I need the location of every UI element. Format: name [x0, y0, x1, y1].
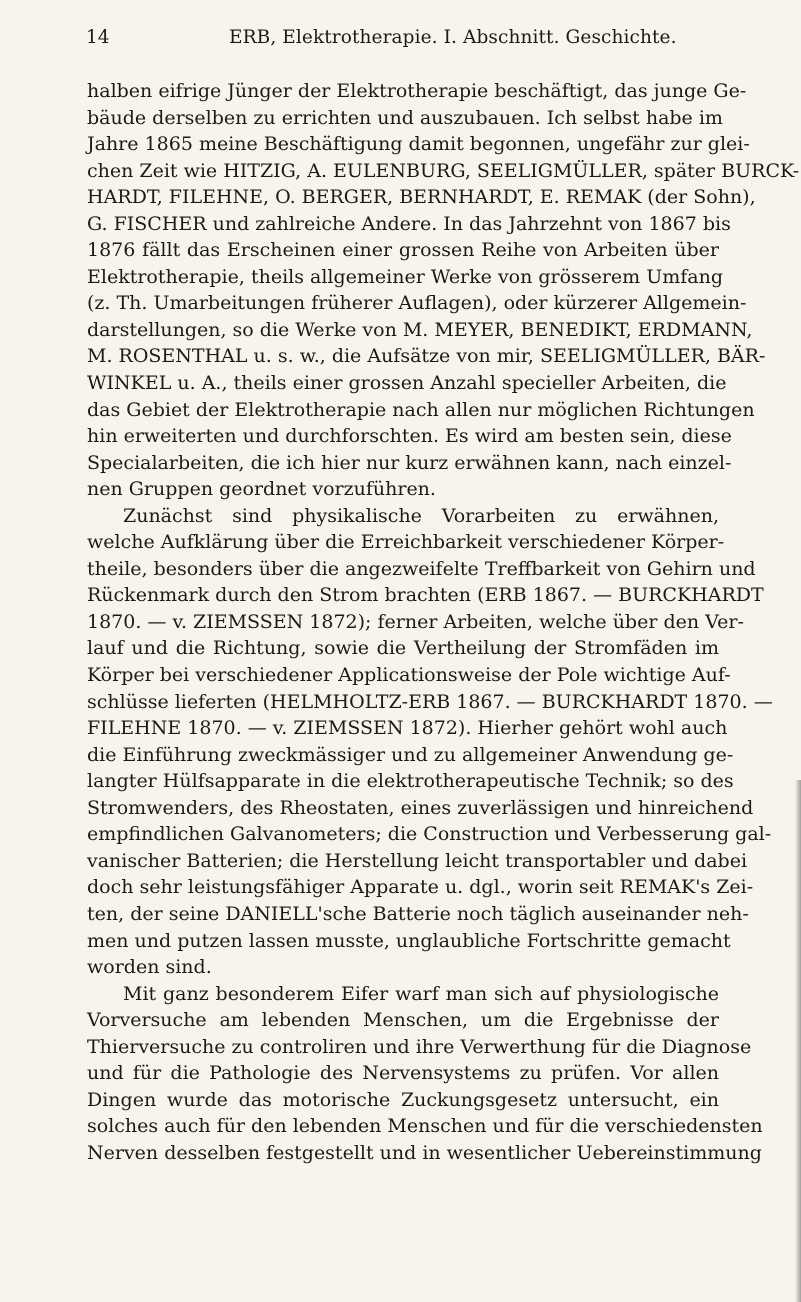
- text-line: (z. Th. Umarbeitungen früherer Auflagen), oder kürzerer Allgemein-: [87, 292, 747, 315]
- text-line: Mit ganz besonderem Eifer warf man sich auf physiologische: [123, 982, 719, 1005]
- text-line: vanischer Batterien; die Herstellung leicht transportabler und dabei: [87, 849, 748, 872]
- text-line: M. ROSENTHAL u. s. w., die Aufsätze von mir, SEELIGMÜLLER, BÄR-: [87, 345, 766, 368]
- text-line: Thierversuche zu controliren und ihre Verwerthung für die Diagnose: [87, 1035, 752, 1058]
- text-line: HARDT, FILEHNE, O. BERGER, BERNHARDT, E. REMAK (der Sohn),: [87, 186, 756, 209]
- text-line: solches auch für den lebenden Menschen und für die verschiedensten: [87, 1115, 763, 1138]
- page-number: 14: [86, 27, 110, 48]
- text-line: bäude derselben zu errichten und auszubauen. Ich selbst habe im: [87, 106, 723, 129]
- text-line: theile, besonders über die angezweifelte Treffbarkeit von Gehirn und: [87, 557, 756, 580]
- page-edge-shadow: [795, 780, 801, 1302]
- text-line: nen Gruppen geordnet vorzuführen.: [87, 478, 436, 501]
- body-text: [87, 78, 800, 1166]
- text-line: 1876 fällt das Erscheinen einer grossen Reihe von Arbeiten über: [87, 239, 719, 262]
- text-line: Dingen wurde das motorische Zuckungsgesetz untersucht, ein: [87, 1088, 719, 1111]
- text-line: G. FISCHER und zahlreiche Andere. In das Jahrzehnt von 1867 bis: [87, 212, 731, 235]
- text-line: doch sehr leistungsfähiger Apparate u. dgl., worin seit REMAK's Zei-: [87, 876, 754, 899]
- text-line: worden sind.: [87, 956, 212, 979]
- text-line: die Einführung zweckmässiger und zu allgemeiner Anwendung ge-: [87, 743, 734, 766]
- text-line: darstellungen, so die Werke von M. MEYER, BENEDIKT, ERDMANN,: [87, 318, 753, 341]
- text-line: chen Zeit wie HITZIG, A. EULENBURG, SEELIGMÜLLER, später BURCK-: [87, 159, 800, 182]
- text-line: Elektrotherapie, theils allgemeiner Werke von grösserem Umfang: [87, 265, 723, 288]
- text-line: Zunächst sind physikalische Vorarbeiten zu erwähnen,: [123, 504, 719, 527]
- text-line: das Gebiet der Elektrotherapie nach allen nur möglichen Richtungen: [87, 398, 755, 421]
- text-line: 1870. — v. ZIEMSSEN 1872); ferner Arbeiten, welche über den Ver-: [87, 610, 744, 633]
- text-line: lauf und die Richtung, sowie die Vertheilung der Stromfäden im: [87, 637, 719, 660]
- text-line: hin erweiterten und durchforschten. Es wird am besten sein, diese: [87, 425, 732, 448]
- text-line: welche Aufklärung über die Erreichbarkeit verschiedener Körper-: [87, 531, 725, 554]
- running-header: [74, 18, 727, 58]
- text-line: Körper bei verschiedener Applicationsweise der Pole wichtige Auf-: [87, 664, 731, 687]
- text-line: und für die Pathologie des Nervensystems zu prüfen. Vor allen: [87, 1062, 719, 1085]
- running-title: ERB, Elektrotherapie. I. Abschnitt. Geschichte.: [229, 27, 677, 48]
- text-line: langter Hülfsapparate in die elektrotherapeutische Technik; so des: [87, 770, 734, 793]
- text-line: Nerven desselben festgestellt und in wesentlicher Uebereinstimmung: [87, 1141, 762, 1164]
- text-line: schlüsse lieferten (HELMHOLTZ-ERB 1867. — BURCKHARDT 1870. —: [87, 690, 773, 713]
- text-line: FILEHNE 1870. — v. ZIEMSSEN 1872). Hierher gehört wohl auch: [87, 717, 728, 740]
- text-line: Stromwenders, des Rheostaten, eines zuverlässigen und hinreichend: [87, 796, 754, 819]
- text-line: Jahre 1865 meine Beschäftigung damit begonnen, ungefähr zur glei-: [87, 133, 750, 156]
- text-line: Specialarbeiten, die ich hier nur kurz erwähnen kann, nach einzel-: [87, 451, 732, 474]
- text-line: ten, der seine DANIELL'sche Batterie noch täglich auseinander neh-: [87, 902, 749, 925]
- text-line: WINKEL u. A., theils einer grossen Anzahl specieller Arbeiten, die: [87, 372, 727, 395]
- text-line: halben eifrige Jünger der Elektrotherapie beschäftigt, das junge Ge-: [87, 80, 747, 102]
- text-line: empfindlichen Galvanometers; die Construction und Verbesserung gal-: [87, 823, 772, 846]
- text-line: Vorversuche am lebenden Menschen, um die Ergebnisse der: [87, 1009, 719, 1032]
- text-line: men und putzen lassen musste, unglaubliche Fortschritte gemacht: [87, 929, 731, 952]
- text-line: Rückenmark durch den Strom brachten (ERB 1867. — BURCKHARDT: [87, 584, 764, 607]
